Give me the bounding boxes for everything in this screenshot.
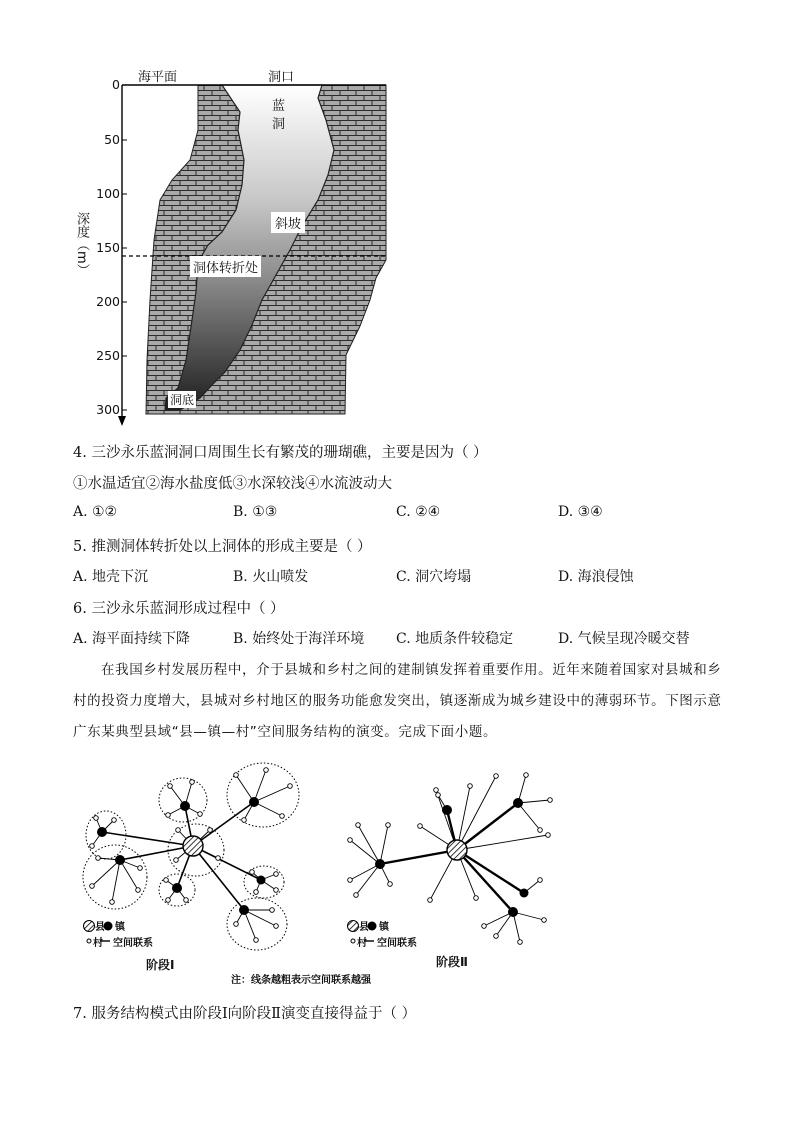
service-structure-figure <box>60 755 580 990</box>
turning-label: 洞体转折处 <box>190 256 261 277</box>
tick-0: 0 <box>112 77 120 92</box>
q4-option-d[interactable]: D. ③④ <box>558 504 603 520</box>
q4-option-a[interactable]: A. ①② <box>73 504 118 520</box>
stage1-label: 阶段Ⅰ <box>146 958 175 972</box>
tick-200: 200 <box>96 294 120 309</box>
legend2-village: 村 <box>357 938 367 949</box>
q4-items: ①水温适宜②海水盐度低③水深较浅④水流波动大 <box>73 476 392 492</box>
q5-option-b[interactable]: B. 火山喷发 <box>233 569 309 585</box>
q5-option-d[interactable]: D. 海浪侵蚀 <box>558 569 634 585</box>
legend2-town: 镇 <box>379 922 389 933</box>
legend2-county: 县 <box>359 922 369 933</box>
q4-option-b[interactable]: B. ①③ <box>233 504 278 520</box>
stage1-county <box>183 836 203 856</box>
q4-stem: 4. 三沙永乐蓝洞洞口周围生长有繁茂的珊瑚礁，主要是因为（ ） <box>73 445 488 461</box>
q6-option-b[interactable]: B. 始终处于海洋环境 <box>233 631 365 647</box>
q5-option-c[interactable]: C. 洞穴垮塌 <box>396 569 472 585</box>
q4-option-c[interactable]: C. ②④ <box>396 504 441 520</box>
legend1-link: 空间联系 <box>113 938 153 949</box>
legend1-town: 镇 <box>115 922 125 933</box>
tick-150: 150 <box>96 240 120 255</box>
slope-label: 斜坡 <box>271 212 305 233</box>
bottom-label: 洞底 <box>170 393 195 407</box>
sea-level-label: 海平面 <box>138 70 178 85</box>
legend2-link: 空间联系 <box>377 938 417 949</box>
passage-line-1: 在我国乡村发展历程中，介于县城和乡村之间的建制镇发挥着重要作用。近年来随着国家对县城和乡 <box>101 662 722 678</box>
figure2-note: 注：线条越粗表示空间联系越强 <box>231 975 371 986</box>
legend1-village: 村 <box>93 938 103 949</box>
stage2-label: 阶段Ⅱ <box>436 955 468 969</box>
q6-option-a[interactable]: A. 海平面持续下降 <box>73 631 191 647</box>
tick-250: 250 <box>96 348 120 363</box>
q6-option-d[interactable]: D. 气候呈现冷暖交替 <box>558 631 690 647</box>
passage-line-2: 村的投资力度增大，县城对乡村地区的服务功能愈发突出，镇逐渐成为城乡建设中的薄弱环节。下图示意 <box>73 693 722 709</box>
tick-50: 50 <box>104 132 120 147</box>
passage-line-3: 广东某典型县域“县—镇—村”空间服务结构的演变。完成下面小题。 <box>73 724 498 740</box>
cave-mouth-label: 洞口 <box>268 70 295 85</box>
tick-100: 100 <box>96 186 120 201</box>
blue-hole-label: 蓝 洞 <box>272 99 286 132</box>
legend1-county: 县 <box>95 922 105 933</box>
q5-option-a[interactable]: A. 地壳下沉 <box>73 569 149 585</box>
tick-300: 300 <box>96 402 120 417</box>
q5-stem: 5. 推测洞体转折处以上洞体的形成主要是（ ） <box>73 539 372 555</box>
q6-option-c[interactable]: C. 地质条件较稳定 <box>396 631 514 647</box>
stage2-county <box>447 840 467 860</box>
q6-stem: 6. 三沙永乐蓝洞形成过程中（ ） <box>73 601 285 617</box>
depth-axis-label: 深度（m） <box>74 212 89 277</box>
q7-stem: 7. 服务结构模式由阶段Ⅰ向阶段Ⅱ演变直接得益于（ ） <box>73 1006 417 1022</box>
passage <box>73 655 723 748</box>
